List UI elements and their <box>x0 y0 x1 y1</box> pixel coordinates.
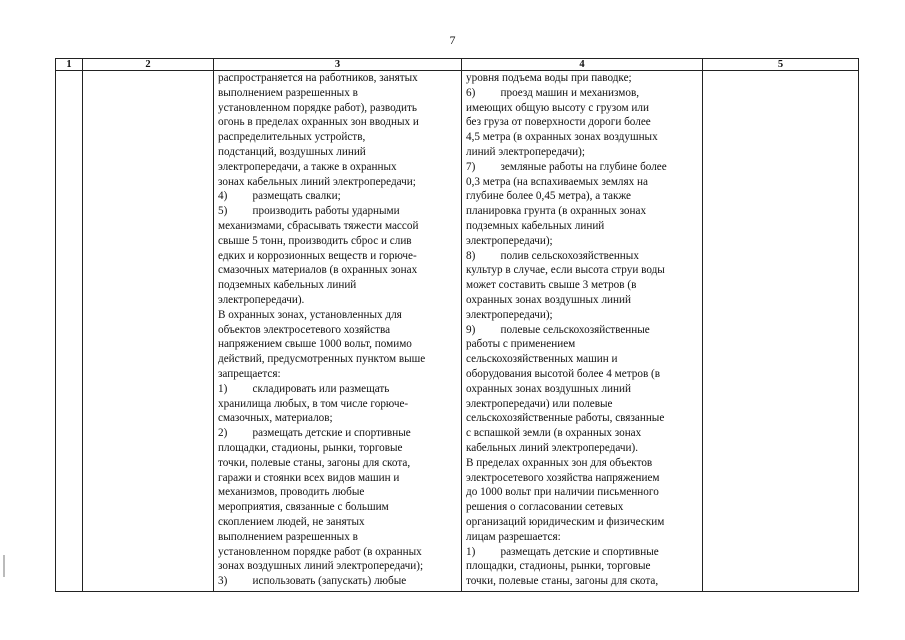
cell-col2 <box>83 71 214 592</box>
text-line: распределительных устройств, <box>218 131 366 144</box>
text-line: 1) складировать или размещать <box>218 382 390 395</box>
text-line: электропередачи); <box>466 308 553 321</box>
text-line: зонах воздушных линий электропередачи); <box>218 560 424 573</box>
text-line: зонах кабельных линий электропередачи; <box>218 175 416 188</box>
text-line: уровня подъема воды при паводке; <box>466 72 632 84</box>
cell-col4-text <box>462 71 702 589</box>
document-table <box>55 58 859 592</box>
column-header-3: 3 <box>214 59 462 71</box>
cell-col1 <box>56 71 83 592</box>
text-line: электропередачи) или полевые <box>466 397 613 410</box>
text-line: В охранных зонах, установленных для <box>218 308 402 321</box>
text-line: площадки, стадионы, рынки, торговые <box>218 441 403 454</box>
cell-col4 <box>462 71 703 592</box>
text-line: электропередачи). <box>218 293 305 306</box>
text-line: скоплением людей, не занятых <box>218 515 365 528</box>
text-line: точки, полевые станы, загоны для скота, <box>218 456 411 469</box>
text-line: сельскохозяйственных машин и <box>466 353 618 366</box>
text-line: 6) проезд машин и механизмов, <box>466 86 640 99</box>
text-line: линий электропередачи); <box>466 145 585 158</box>
text-line: глубине более 0,45 метра), а также <box>466 190 631 203</box>
text-line: решения о согласовании сетевых <box>466 501 624 514</box>
text-line: работы с применением <box>466 338 576 351</box>
text-line: выполнением разрешенных в <box>218 530 358 543</box>
text-line: мероприятия, связанные с большим <box>218 501 389 514</box>
text-line: подземных кабельных линий <box>466 219 605 232</box>
text-line: установленном порядке работ), разводить <box>218 101 418 114</box>
text-line: 0,3 метра (на вспахиваемых землях на <box>466 175 648 188</box>
text-line: 7) земляные работы на глубине более <box>466 160 667 173</box>
text-line: электропередачи, а также в охранных <box>218 160 397 173</box>
cell-col3-text <box>214 71 461 589</box>
text-line: распространяется на работников, занятых <box>218 72 418 84</box>
text-line: установленном порядке работ (в охранных <box>218 545 422 558</box>
cell-col5 <box>703 71 859 592</box>
text-line: едких и коррозионных веществ и горюче- <box>218 249 417 262</box>
scan-edge-mark <box>3 555 5 577</box>
text-line: подстанций, воздушных линий <box>218 145 366 158</box>
text-line: без груза от поверхности дороги более <box>466 116 651 129</box>
text-line: подземных кабельных линий <box>218 279 357 292</box>
text-line: площадки, стадионы, рынки, торговые <box>466 560 651 573</box>
text-line: выполнением разрешенных в <box>218 86 358 99</box>
text-line: сельскохозяйственные работы, связанные <box>466 412 665 425</box>
text-line: смазочных материалов (в охранных зонах <box>218 264 418 277</box>
text-line: 1) размещать детские и спортивные <box>466 545 659 558</box>
text-line: объектов электросетевого хозяйства <box>218 323 391 336</box>
table-header-row <box>56 59 859 71</box>
text-line: 5) производить работы ударными <box>218 205 400 218</box>
text-line: механизмов, проводить любые <box>218 486 365 499</box>
text-line: с вспашкой земли (в охранных зонах <box>466 427 642 440</box>
column-header-4: 4 <box>462 59 703 71</box>
text-line: механизмами, сбрасывать тяжести массой <box>218 219 419 232</box>
text-line: 8) полив сельскохозяйственных <box>466 249 639 262</box>
text-line: гаражи и стоянки всех видов машин и <box>218 471 400 484</box>
text-line: лицам разрешается: <box>466 530 561 543</box>
text-line: электросетевого хозяйства напряжением <box>466 471 660 484</box>
column-header-5: 5 <box>703 59 859 71</box>
text-line: кабельных линий электропередачи). <box>466 441 639 454</box>
text-line: охранных зонах воздушных линий <box>466 293 631 306</box>
text-line: 9) полевые сельскохозяйственные <box>466 323 650 336</box>
column-header-2: 2 <box>83 59 214 71</box>
cell-col3 <box>214 71 462 592</box>
text-line: электропередачи); <box>466 234 553 247</box>
text-line: действий, предусмотренных пунктом выше <box>218 353 426 366</box>
text-line: смазочных, материалов; <box>218 412 333 425</box>
text-line: запрещается: <box>218 367 281 380</box>
text-line: хранилища любых, в том числе горюче- <box>218 397 409 410</box>
text-line: 3) использовать (запускать) любые <box>218 575 407 588</box>
text-line: точки, полевые станы, загоны для скота, <box>466 575 659 588</box>
text-line: огонь в пределах охранных зон вводных и <box>218 116 419 129</box>
text-line: может составить свыше 3 метров (в <box>466 279 637 292</box>
text-line: свыше 5 тонн, производить сброс и слив <box>218 234 412 247</box>
text-line: охранных зонах воздушных линий <box>466 382 631 395</box>
text-line: 4) размещать свалки; <box>218 190 341 203</box>
text-line: имеющих общую высоту с грузом или <box>466 101 649 114</box>
text-line: 4,5 метра (в охранных зонах воздушных <box>466 131 658 144</box>
page-number: 7 <box>449 33 456 47</box>
table-row <box>56 71 859 592</box>
text-line: оборудования высотой более 4 метров (в <box>466 367 661 380</box>
text-line: до 1000 вольт при наличии письменного <box>466 486 659 499</box>
text-line: организаций юридическим и физическим <box>466 515 665 528</box>
text-line: В пределах охранных зон для объектов <box>466 456 653 469</box>
column-header-1: 1 <box>56 59 83 71</box>
text-line: культур в случае, если высота струи воды <box>466 264 665 277</box>
text-line: планировка грунта (в охранных зонах <box>466 205 647 218</box>
text-line: 2) размещать детские и спортивные <box>218 427 411 440</box>
text-line: напряжением свыше 1000 вольт, помимо <box>218 338 412 351</box>
